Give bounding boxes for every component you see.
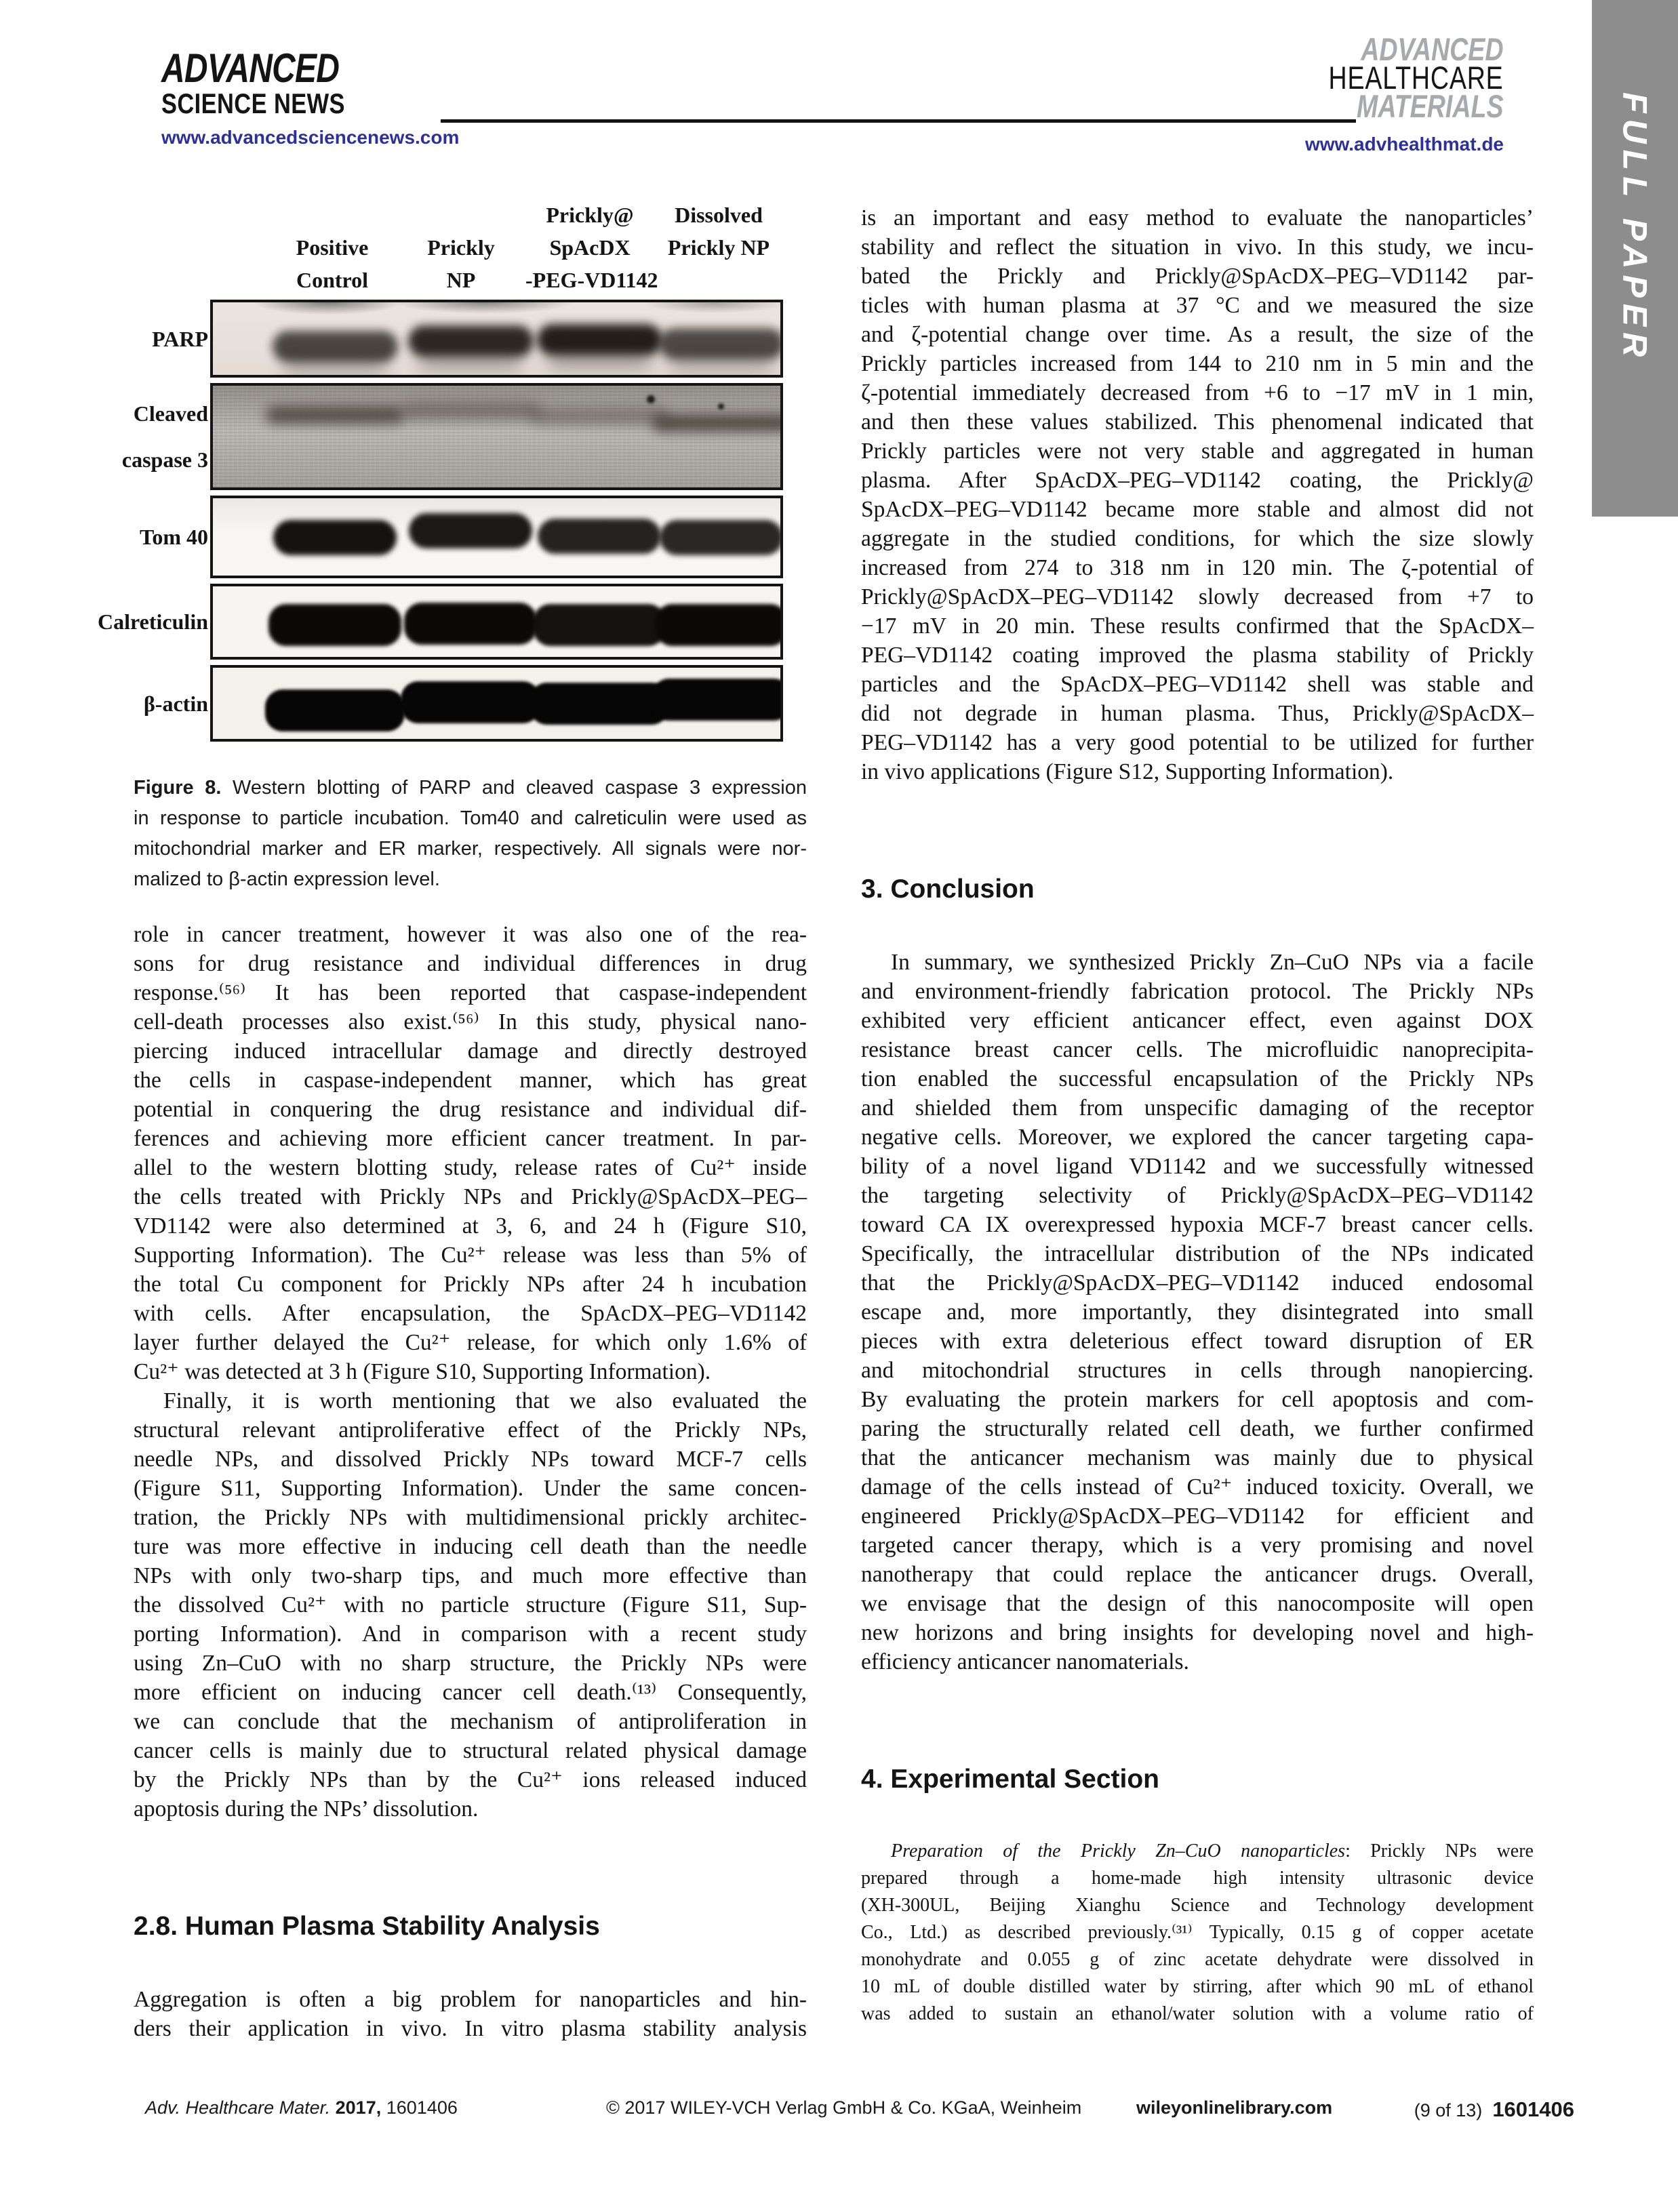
logo-line-advanced: ADVANCED	[1361, 31, 1504, 67]
blot-panel-tom40	[210, 496, 783, 578]
text-line: bility of a novel ligand VD1142 and we successfully witnessed	[861, 1154, 1534, 1179]
blot-row-label: Cleaved caspase 3	[121, 401, 208, 472]
blot-band	[530, 407, 669, 425]
page-number	[1414, 2097, 1574, 2122]
text-line: Specifically, the intracellular distribution of the NPs indicated	[861, 1241, 1534, 1266]
blot-panel-calreticulin	[210, 584, 783, 660]
right-column	[861, 203, 1534, 2028]
text-line: and shielded them from unspecific damaging of the receptor	[861, 1095, 1534, 1121]
blot-row-label: β-actin	[143, 691, 208, 716]
text-line: structural relevant antiproliferative effect of the Prickly NPs,	[134, 1417, 807, 1443]
blot-band	[652, 414, 784, 432]
advanced-science-news-logo	[161, 45, 460, 148]
text-line: and environment-friendly fabrication protocol. The Prickly NPs	[861, 979, 1534, 1004]
blot-band	[268, 604, 401, 646]
text-line: targeted cancer therapy, which is a very promising and novel	[861, 1533, 1534, 1558]
logo-line-advanced: ADVANCED	[161, 45, 340, 91]
lane-header: Control	[296, 268, 369, 292]
text-line: damage of the cells instead of Cu²⁺ induced toxicity. Overall, we	[861, 1474, 1534, 1500]
blot-band	[404, 603, 537, 645]
blot-band	[266, 406, 405, 424]
lane-headers	[268, 199, 807, 297]
blot-band-smear	[282, 357, 387, 374]
blot-band-smear	[668, 354, 774, 371]
text-line: with cells. After encapsulation, the SpAcDX–PEG–VD1142	[134, 1301, 807, 1326]
text-line: we envisage that the design of this nanocomposite will open	[861, 1591, 1534, 1616]
section-heading: 3. Conclusion	[861, 874, 1035, 904]
citation	[145, 2097, 458, 2118]
text-line: was added to sustain an ethanol/water solution with a volume ratio of	[861, 2003, 1534, 2024]
section-heading: 2.8. Human Plasma Stability Analysis	[134, 1912, 600, 1941]
text-line: more efficient on inducing cancer cell death.⁽¹³⁾ Consequently,	[134, 1680, 807, 1705]
citation-journal: Adv. Healthcare Mater.	[145, 2097, 331, 2118]
text-line: resistance breast cancer cells. The microfluidic nanoprecipita-	[861, 1037, 1534, 1062]
blot-row-label: Tom 40	[139, 525, 208, 549]
text-line: Figure 8. Western blotting of PARP and cleaved caspase 3 expression	[134, 777, 807, 799]
wiley-library-url: wileyonlinelibrary.com	[1136, 2097, 1333, 2118]
copyright-notice: © 2017 WILEY-VCH Verlag GmbH & Co. KGaA, Weinheim	[606, 2097, 1082, 2118]
text-line: In summary, we synthesized Prickly Zn–CuO NPs via a facile	[891, 950, 1534, 975]
blot-band-smear	[546, 350, 652, 367]
blot-band	[409, 513, 532, 548]
text-line: needle NPs, and dissolved Prickly NPs toward MCF-7 cells	[134, 1447, 807, 1472]
lane-header	[268, 199, 397, 232]
paragraph	[861, 1838, 1534, 2028]
text-line: Prickly particles increased from 144 to 210 nm in 5 min and the	[861, 351, 1534, 376]
advanced-healthcare-materials-logo	[1285, 31, 1504, 155]
blot-band-smear	[418, 351, 523, 369]
text-line: Prickly particles were not very stable and aggregated in human	[861, 439, 1534, 464]
text-line: the targeting selectivity of Prickly@SpAcDX–PEG–VD1142	[861, 1183, 1534, 1208]
paragraph	[861, 948, 1534, 1676]
text-line: aggregate in the studied conditions, for which the size slowly	[861, 526, 1534, 551]
text-line: role in cancer treatment, however it was also one of the rea-	[134, 922, 807, 947]
blot-band	[652, 679, 783, 721]
blot-row-label: PARP	[152, 326, 208, 351]
lane-header	[397, 199, 525, 232]
paragraph	[134, 1386, 807, 1824]
text-line: Co., Ltd.) as described previously.⁽³¹⁾ Typically, 0.15 g of copper acetate	[861, 1922, 1534, 1943]
header-divider	[441, 119, 1356, 123]
text-line: plasma. After SpAcDX–PEG–VD1142 coating, the Prickly@	[861, 468, 1534, 493]
full-paper-banner	[1592, 0, 1678, 517]
text-line: Prickly@SpAcDX–PEG–VD1142 slowly decreased from +7 to	[861, 584, 1534, 609]
text-line: PEG–VD1142 coating improved the plasma stability of Prickly	[861, 643, 1534, 668]
text-line: engineered Prickly@SpAcDX–PEG–VD1142 for efficient and	[861, 1504, 1534, 1529]
text-line: we can conclude that the mechanism of antiproliferation in	[134, 1709, 807, 1734]
blot-panel-caspase	[210, 383, 783, 490]
text-line: paring the structurally related cell death, we further confirmed	[861, 1416, 1534, 1441]
text-line: the dissolved Cu²⁺ with no particle structure (Figure S11, Sup-	[134, 1592, 807, 1617]
text-line: using Zn–CuO with no sharp structure, the Prickly NPs were	[134, 1651, 807, 1676]
western-blot-row	[134, 496, 807, 578]
text-line: particles and the SpAcDX–PEG–VD1142 shell was stable and	[861, 672, 1534, 697]
blot-band	[401, 402, 540, 420]
text-line: malized to β-actin expression level.	[134, 868, 440, 890]
paragraph	[861, 203, 1534, 786]
text-line: tration, the Prickly NPs with multidimensional prickly architec-	[134, 1505, 807, 1530]
document-id: 1601406	[1492, 2097, 1574, 2121]
left-column	[134, 920, 807, 2043]
blot-band	[530, 683, 669, 725]
text-line: did not degrade in human plasma. Thus, Prickly@SpAcDX–	[861, 701, 1534, 726]
western-blot-row	[134, 665, 807, 742]
text-line: exhibited very efficient anticancer effect, even against DOX	[861, 1008, 1534, 1033]
text-line: the cells in caspase-independent manner, which has great	[134, 1068, 807, 1093]
text-line: Supporting Information). The Cu²⁺ release was less than 5% of	[134, 1243, 807, 1268]
lane-header: NP	[446, 268, 476, 292]
logo-line-science-news: SCIENCE NEWS	[161, 87, 345, 119]
text-line: ferences and achieving more efficient cancer treatment. In par-	[134, 1126, 807, 1151]
logo-line-materials: MATERIALS	[1357, 88, 1504, 124]
paragraph	[134, 1985, 807, 2043]
text-line: potential in conquering the drug resistance and individual dif-	[134, 1097, 807, 1122]
full-paper-label: FULL PAPER	[1616, 92, 1654, 363]
text-line: nanotherapy that could replace the anticancer drugs. Overall,	[861, 1562, 1534, 1587]
text-line: Finally, it is worth mentioning that we also evaluated the	[163, 1388, 807, 1413]
text-line: porting Information). And in comparison with a recent study	[134, 1622, 807, 1647]
text-line: cell-death processes also exist.⁽⁵⁶⁾ In this study, physical nano-	[134, 1009, 807, 1034]
text-line: stability and reflect the situation in vivo. In this study, we incu-	[861, 235, 1534, 260]
text-line: −17 mV in 20 min. These results confirmed that the SpAcDX–	[861, 614, 1534, 639]
western-blot-row	[98, 584, 807, 660]
blot-band	[273, 520, 397, 555]
lane-header: -PEG-VD1142	[525, 268, 658, 292]
text-line: 10 mL of double distilled water by stirring, after which 90 mL of ethanol	[861, 1976, 1534, 1997]
text-line: bated the Prickly and Prickly@SpAcDX–PEG–VD1142 par-	[861, 264, 1534, 289]
text-line: in vivo applications (Figure S12, Supporting Information).	[861, 759, 1394, 784]
paragraph	[134, 920, 807, 1386]
text-line: layer further delayed the Cu²⁺ release, for which only 1.6% of	[134, 1330, 807, 1355]
western-blot-panels	[98, 300, 807, 742]
text-line: ticles with human plasma at 37 °C and we measured the size	[861, 293, 1534, 318]
lane-header: Prickly@	[546, 203, 634, 227]
section-heading: 4. Experimental Section	[861, 1765, 1159, 1794]
blot-band	[533, 604, 666, 646]
text-line: by the Prickly NPs than by the Cu²⁺ ions released induced	[134, 1767, 807, 1792]
blot-row-label: Calreticulin	[98, 609, 208, 634]
text-line: and then these values stabilized. This phenomenal indicated that	[861, 409, 1534, 435]
text-line: ture was more effective in inducing cell death than the needle	[134, 1534, 807, 1559]
text-line: Aggregation is often a big problem for nanoparticles and hin-	[134, 1987, 807, 2012]
citation-article: 1601406	[386, 2097, 458, 2118]
lane-header: Prickly	[427, 235, 495, 260]
blot-band	[538, 519, 661, 554]
text-line: ders their application in vivo. In vitro plasma stability analysis	[134, 2016, 807, 2041]
text-line: the cells treated with Prickly NPs and Prickly@SpAcDX–PEG–	[134, 1184, 807, 1209]
blot-panel-parp	[210, 300, 783, 378]
lane-header: Positive	[296, 235, 369, 260]
western-blot-row	[121, 383, 807, 490]
text-line: prepared through a home-made high intensity ultrasonic device	[861, 1868, 1534, 1889]
blot-band	[655, 604, 783, 646]
figure-8	[98, 190, 807, 895]
text-line: pieces with extra deleterious effect toward disruption of ER	[861, 1329, 1534, 1354]
text-line: toward CA IX overexpressed hypoxia MCF-7 breast cancer cells.	[861, 1212, 1534, 1237]
text-line: new horizons and bring insights for developing novel and high-	[861, 1620, 1534, 1645]
lane-header: SpAcDX	[549, 235, 631, 260]
text-line: Cu²⁺ was detected at 3 h (Figure S10, Supporting Information).	[134, 1359, 711, 1384]
text-line: is an important and easy method to evaluate the nanoparticles’	[861, 205, 1534, 230]
text-line: SpAcDX–PEG–VD1142 became more stable and almost did not	[861, 497, 1534, 522]
text-line: monohydrate and 0.055 g of zinc acetate dehydrate were dissolved in	[861, 1949, 1534, 1970]
text-line: increased from 274 to 318 nm in 120 min. The ζ-potential of	[861, 555, 1534, 580]
blot-band	[401, 681, 540, 723]
text-line: By evaluating the protein markers for cell apoptosis and com-	[861, 1387, 1534, 1412]
advhealthmat-url: www.advhealthmat.de	[1304, 134, 1504, 155]
blot-panel-actin	[210, 665, 783, 742]
text-line: mitochondrial marker and ER marker, respectively. All signals were nor-	[134, 838, 807, 860]
lane-header: Prickly NP	[667, 235, 770, 260]
page-marker: (9 of 13)	[1414, 2100, 1483, 2120]
text-line: in response to particle incubation. Tom40 and calreticulin were used as	[134, 807, 807, 829]
western-blot-row	[134, 300, 807, 378]
text-line: and mitochondrial structures in cells through nanopiercing.	[861, 1358, 1534, 1383]
lane-header: Dissolved	[675, 203, 763, 227]
text-line: escape and, more importantly, they disintegrated into small	[861, 1300, 1534, 1325]
text-line: response.⁽⁵⁶⁾ It has been reported that caspase-independent	[134, 980, 807, 1005]
text-line: (XH-300UL, Beijing Xianghu Science and Technology development	[861, 1895, 1534, 1916]
logo-line-healthcare: HEALTHCARE	[1328, 60, 1504, 96]
text-line: negative cells. Moreover, we explored the cancer targeting capa-	[861, 1125, 1534, 1150]
citation-year: 2017,	[335, 2097, 382, 2118]
page-footer	[0, 2097, 1678, 2131]
text-line: VD1142 were also determined at 3, 6, and 24 h (Figure S10,	[134, 1213, 807, 1239]
blot-speck	[647, 395, 655, 403]
text-line: sons for drug resistance and individual differences in drug	[134, 951, 807, 976]
blot-speck	[718, 403, 724, 409]
text-line: that the Prickly@SpAcDX–PEG–VD1142 induced endosomal	[861, 1270, 1534, 1295]
text-line: the total Cu component for Prickly NPs after 24 h incubation	[134, 1272, 807, 1297]
blot-band	[265, 689, 405, 731]
blot-band	[660, 520, 783, 555]
text-line: (Figure S11, Supporting Information). Under the same concen-	[134, 1476, 807, 1501]
text-line: cancer cells is mainly due to structural related physical damage	[134, 1738, 807, 1763]
text-line: and ζ-potential change over time. As a result, the size of the	[861, 322, 1534, 347]
advancedsciencenews-url: www.advancedsciencenews.com	[161, 127, 460, 148]
text-line: Preparation of the Prickly Zn–CuO nanoparticles: Prickly NPs were	[891, 1841, 1534, 1862]
figure-caption	[134, 773, 807, 895]
text-line: piercing induced intracellular damage and directly destroyed	[134, 1039, 807, 1064]
lane-header	[654, 264, 783, 297]
text-line: allel to the western blotting study, release rates of Cu²⁺ inside	[134, 1155, 807, 1180]
text-line: PEG–VD1142 has a very good potential to be utilized for further	[861, 730, 1534, 755]
text-line: efficiency anticancer nanomaterials.	[861, 1649, 1189, 1674]
text-line: ζ-potential immediately decreased from +6 to −17 mV in 1 min,	[861, 380, 1534, 405]
text-line: tion enabled the successful encapsulation of the Prickly NPs	[861, 1066, 1534, 1091]
text-line: that the anticancer mechanism was mainly due to physical	[861, 1445, 1534, 1470]
text-line: apoptosis during the NPs’ dissolution.	[134, 1796, 479, 1822]
text-line: NPs with only two-sharp tips, and much more effective than	[134, 1563, 807, 1588]
